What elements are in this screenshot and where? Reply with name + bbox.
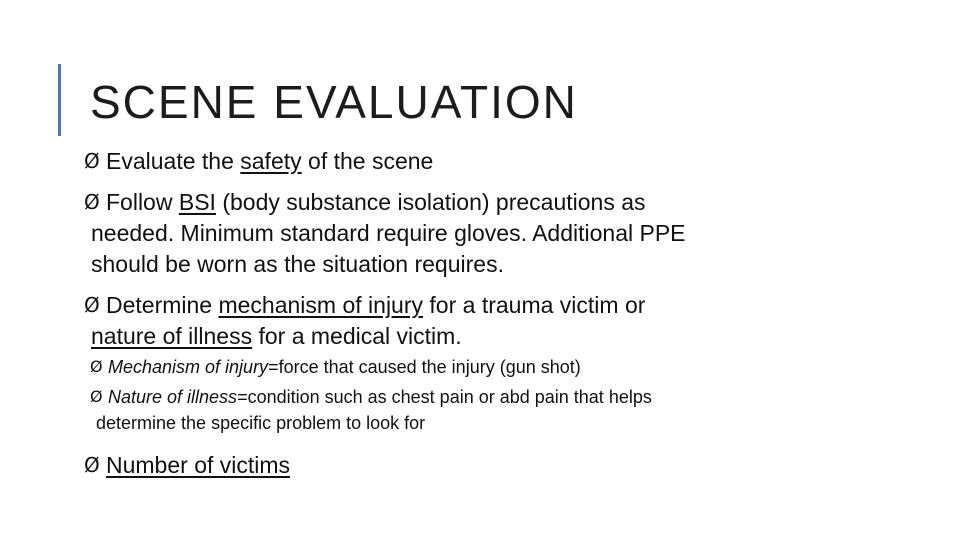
sub-bullet-continuation: determine the specific problem to look for [96, 413, 426, 433]
bullet-continuation [91, 321, 904, 352]
bullet-text: for a medical victim. [252, 323, 462, 349]
bullet-text: Follow [106, 189, 179, 215]
term-mechanism-of-injury: mechanism of injury [218, 292, 424, 318]
bullet-number-of-victims [84, 450, 904, 481]
bullet-text: for a trauma victim or [423, 292, 646, 318]
sub-bullet-list [84, 354, 904, 436]
arrow-bullet-icon: Ø [90, 357, 103, 376]
term-nature-of-illness-italic: Nature of illness [108, 387, 238, 407]
arrow-bullet-icon: Ø [84, 149, 100, 173]
bullet-determine-mechanism [84, 290, 904, 352]
sub-bullet-text: =force that caused the injury (gun shot) [268, 357, 581, 377]
term-mechanism-of-injury-italic: Mechanism of injury [108, 357, 269, 377]
sub-bullet-mechanism-definition [90, 354, 904, 380]
arrow-bullet-icon: Ø [84, 453, 100, 477]
arrow-bullet-icon: Ø [84, 293, 100, 317]
arrow-bullet-icon: Ø [84, 190, 100, 214]
bullet-text: Determine [106, 292, 219, 318]
term-nature-of-illness: nature of illness [91, 323, 253, 349]
bullet-text: (body substance isolation) precautions as [215, 189, 646, 215]
title-accent-bar [58, 64, 61, 136]
bullet-continuation: needed. Minimum standard require gloves. Additional PPE [91, 220, 686, 246]
slide-title: SCENE EVALUATION [90, 76, 578, 128]
term-number-of-victims: Number of victims [106, 452, 291, 478]
term-safety: safety [240, 148, 302, 174]
bullet-continuation: should be worn as the situation requires. [91, 251, 504, 277]
bullet-text: Evaluate the [106, 148, 241, 174]
term-bsi: BSI [178, 189, 216, 215]
sub-bullet-illness-definition [90, 384, 904, 436]
bullet-list [84, 146, 904, 491]
bullet-evaluate-safety [84, 146, 904, 177]
sub-bullet-text: =condition such as chest pain or abd pain that helps [237, 387, 652, 407]
bullet-follow-bsi [84, 187, 904, 280]
bullet-text: of the scene [301, 148, 434, 174]
arrow-bullet-icon: Ø [90, 387, 103, 406]
